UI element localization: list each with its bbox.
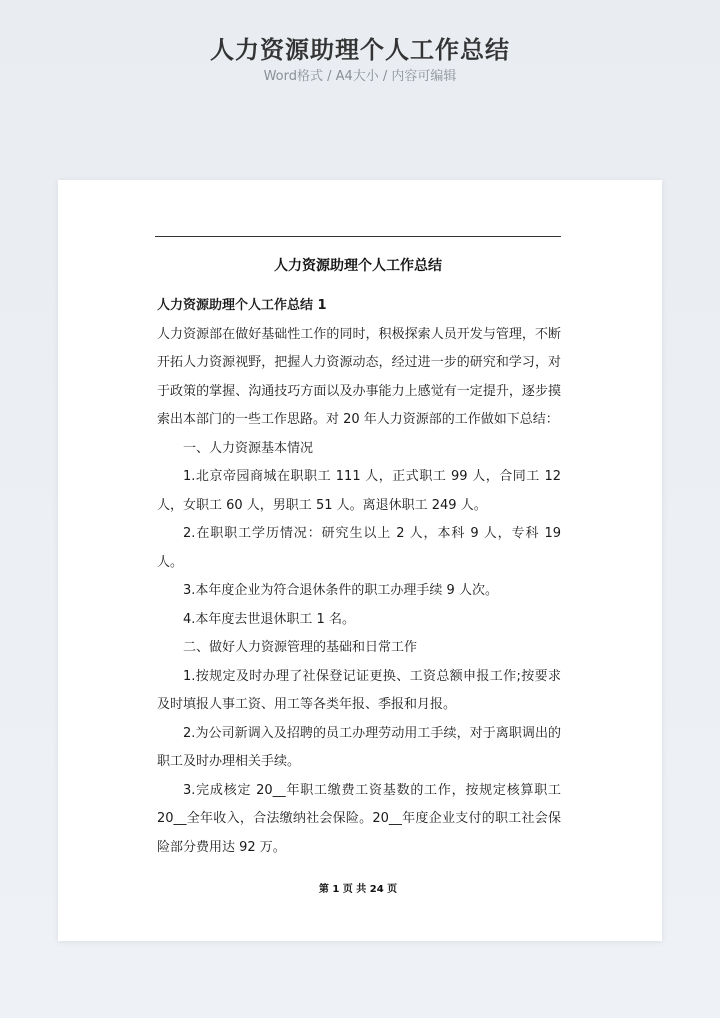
paragraph: 二、做好人力资源管理的基础和日常工作 [183, 640, 418, 655]
paragraph: 3.完成核定 20__年职工缴费工资基数的工作，按规定核算职工 20__全年收入，合法缴纳社会保险。20__年度企业支付的职工社会保险部分费用达 92 万。 [157, 782, 561, 855]
paragraph: 1.按规定及时办理了社保登记证更换、工资总额申报工作;按要求及时填报人事工资、用工等各类年报、季报和月报。 [157, 668, 561, 712]
document-body [157, 292, 561, 862]
paragraph: 人力资源部在做好基础性工作的同时，积极探索人员开发与管理，不断开拓人力资源视野，把握人力资源动态，经过进一步的研究和学习，对于政策的掌握、沟通技巧方面以及办事能力上感觉有一定提升，逐步摸索出本部门的一些工作思路。对 20 年人力资源部的工作做如下总结： [157, 326, 561, 427]
paragraph: 3.本年度企业为符合退休条件的职工办理手续 9 人次。 [183, 583, 498, 598]
paragraph: 2.在职职工学历情况：研究生以上 2 人，本科 9 人，专科 19 人。 [157, 526, 561, 570]
banner-title: 人力资源助理个人工作总结 [210, 36, 510, 64]
banner-subtitle: Word格式 / A4大小 / 内容可编辑 [263, 69, 457, 84]
banner [0, 34, 720, 86]
paragraph: 4.本年度去世退休职工 1 名。 [183, 611, 355, 627]
header-rule [155, 236, 561, 237]
page-footer: 第 1 页 共 24 页 [318, 884, 398, 895]
paragraph: 2.为公司新调入及招聘的员工办理劳动用工手续，对于离职调出的职工及时办理相关手续。 [157, 725, 561, 769]
document-page [58, 180, 662, 941]
document-title: 人力资源助理个人工作总结 [274, 258, 442, 274]
section-heading: 人力资源助理个人工作总结 1 [157, 298, 327, 313]
paragraph: 一、人力资源基本情况 [183, 440, 314, 456]
paragraph: 1.北京帝园商城在职职工 111 人，正式职工 99 人，合同工 12 人，女职工 60 人，男职工 51 人。离退休职工 249 人。 [157, 469, 561, 513]
